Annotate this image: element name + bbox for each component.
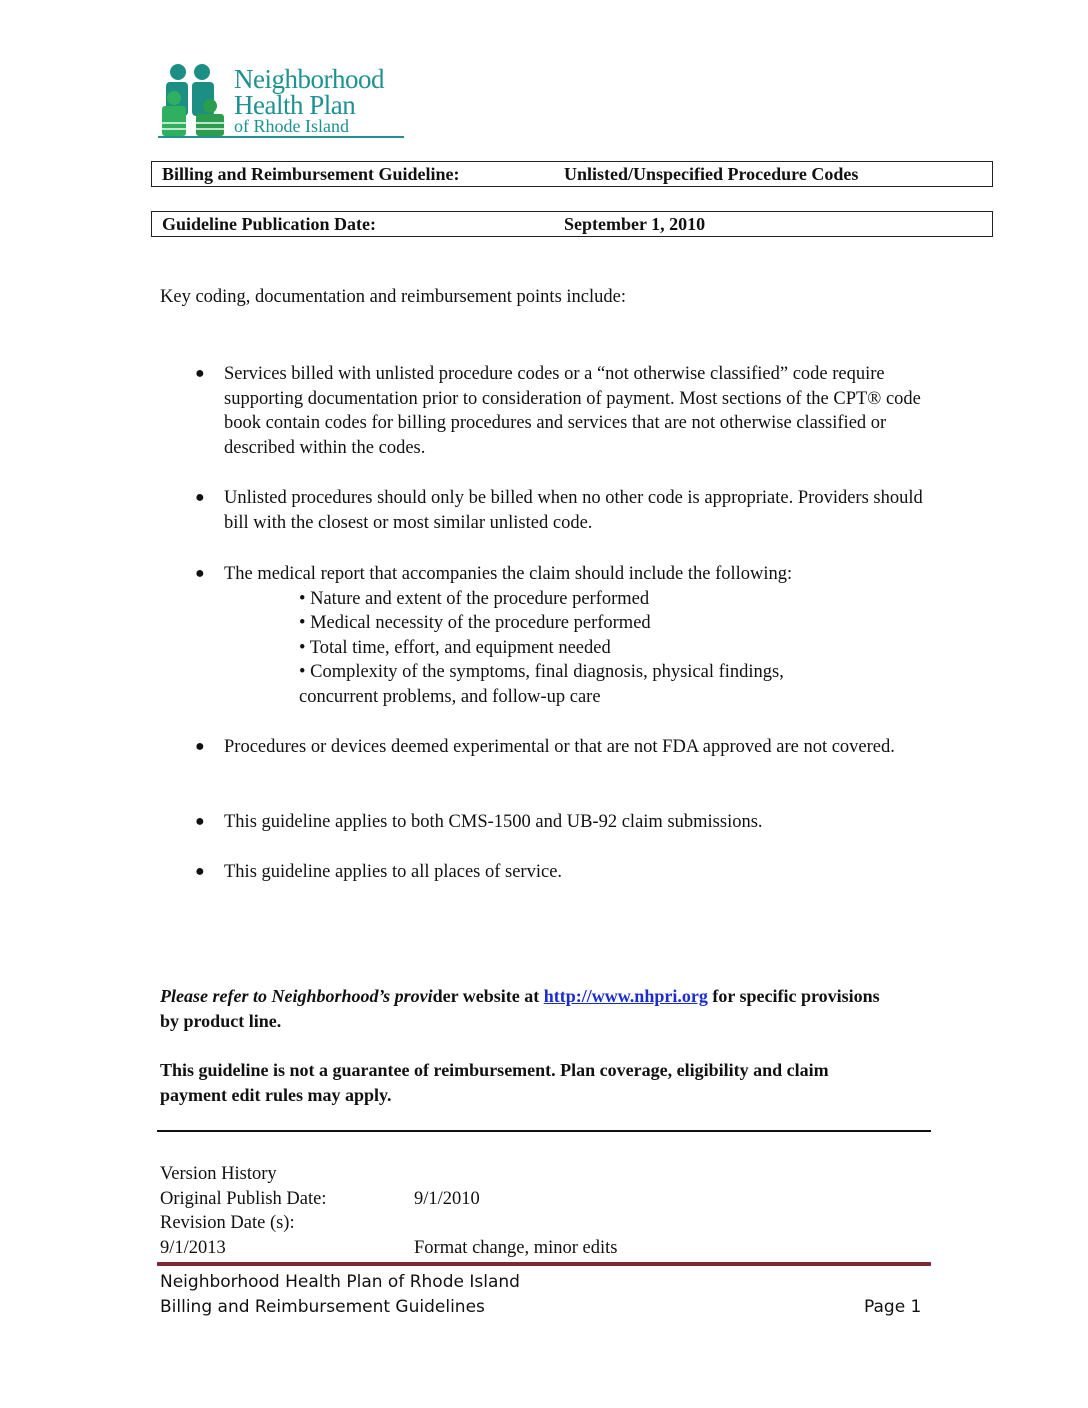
list-item <box>195 486 944 535</box>
list-item <box>195 810 944 835</box>
list-item-text: This guideline applies to both CMS-1500 and UB-92 claim submissions. <box>224 812 763 832</box>
sub-list-item-continuation: concurrent problems, and follow-up care <box>299 686 601 707</box>
list-item <box>195 362 944 460</box>
list-item-text: The medical report that accompanies the claim should include the following: <box>224 564 793 584</box>
publication-date-box <box>151 211 993 237</box>
revision-date-label: Revision Date (s): <box>160 1213 295 1233</box>
guideline-title-box <box>151 161 993 187</box>
logo-line-3: of Rhode Island <box>234 116 349 136</box>
sub-list-item: • Nature and extent of the procedure performed <box>299 588 650 609</box>
original-publish-value: 9/1/2010 <box>414 1189 480 1209</box>
version-history-title: Version History <box>160 1164 277 1184</box>
family-figures-icon <box>158 62 230 136</box>
intro-text: Key coding, documentation and reimbursement points include: <box>160 287 626 307</box>
bullet-icon: ● <box>195 489 205 506</box>
sub-list-item: • Medical necessity of the procedure performed <box>299 613 651 634</box>
publication-date-label: Guideline Publication Date: <box>162 214 377 234</box>
logo-underline <box>158 136 404 138</box>
bullet-icon: ● <box>195 813 205 830</box>
guideline-title-value: Unlisted/Unspecified Procedure Codes <box>564 164 859 184</box>
list-item-text: Services billed with unlisted procedure codes or a “not otherwise classified” code require supporting documentation prior to consideration of payment. Most sections of the CPT® code book contain codes for billing procedures and services that are not otherwise classified or described within the codes. <box>224 364 921 458</box>
guideline-title-label: Billing and Reimbursement Guideline: <box>162 164 460 184</box>
list-item <box>195 735 944 760</box>
list-item <box>195 860 944 885</box>
bullet-icon: ● <box>195 365 205 382</box>
divider <box>157 1130 931 1132</box>
sub-list-item: • Complexity of the symptoms, final diagnosis, physical findings, <box>299 662 784 683</box>
reimbursement-disclaimer: This guideline is not a guarantee of reimbursement. Plan coverage, eligibility and claim payment edit rules may apply. <box>160 1060 829 1105</box>
original-publish-label: Original Publish Date: <box>160 1189 327 1209</box>
bullet-icon: ● <box>195 863 205 880</box>
note-text-end: for specific provisions by product line. <box>160 986 880 1031</box>
list-item <box>195 562 944 710</box>
footer-org-name: Neighborhood Health Plan of Rhode Island <box>160 1272 520 1292</box>
note-italic-text: Please refer to Neighborhood’s provi <box>160 986 433 1006</box>
publication-date-value: September 1, 2010 <box>564 214 706 234</box>
page-number: Page 1 <box>864 1297 922 1317</box>
bullet-icon: ● <box>195 565 205 582</box>
logo-line-2: Health Plan <box>234 90 356 120</box>
footer-divider <box>157 1262 931 1266</box>
logo-line-1: Neighborhood <box>234 64 384 94</box>
revision-date-value: 9/1/2013 <box>160 1238 226 1258</box>
nhpri-website-link[interactable]: http://www.nhpri.org <box>543 986 708 1006</box>
footer-doc-title: Billing and Reimbursement Guidelines <box>160 1297 485 1317</box>
provider-website-note <box>160 984 900 1033</box>
nhpri-logo <box>158 62 408 138</box>
list-item-text: This guideline applies to all places of service. <box>224 862 563 882</box>
revision-description: Format change, minor edits <box>414 1238 618 1258</box>
list-item-text: Unlisted procedures should only be billed when no other code is appropriate. Providers should bill with the closest or most similar unlisted code. <box>224 488 923 533</box>
list-item-text: Procedures or devices deemed experimental or that are not FDA approved are not covered. <box>224 737 895 757</box>
bullet-icon: ● <box>195 738 205 755</box>
sub-list-item: • Total time, effort, and equipment needed <box>299 637 611 658</box>
note-text: der website at <box>432 986 544 1006</box>
